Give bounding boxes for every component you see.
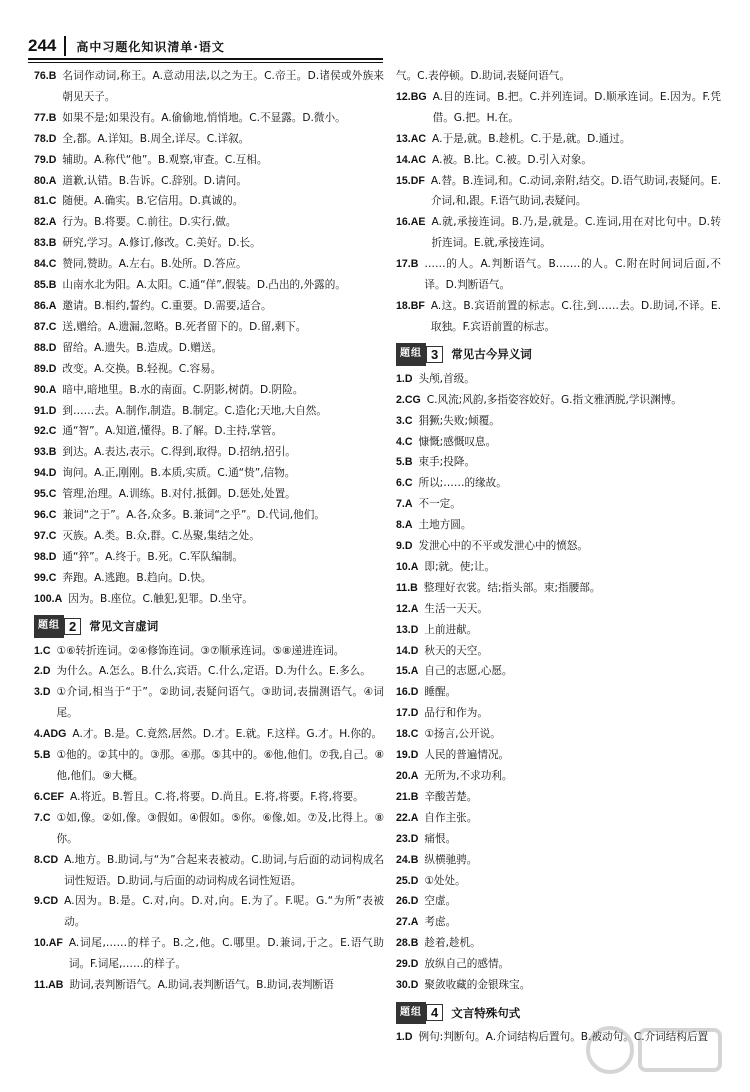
answer-text: 研究,学习。A.修订,修改。C.美好。D.长。 — [62, 237, 261, 250]
answer-text: 即;就。使;让。 — [424, 560, 496, 573]
answer-number: 7.C — [34, 811, 51, 824]
answer-number: 29.D — [396, 958, 419, 971]
section-tag: 题组 — [396, 343, 426, 366]
section-number: 4 — [426, 1004, 443, 1021]
answer-text: 无所为,不求功利。 — [424, 770, 513, 782]
answer-number: 97.C — [34, 529, 57, 542]
answer-number: 80.A — [34, 174, 57, 187]
watermark-logo-icon — [580, 1020, 730, 1080]
answer-text: 辅助。A.称代“他”。B.观察,审查。C.互相。 — [62, 153, 268, 166]
answer-entry — [396, 829, 721, 850]
answer-text: 土地方圆。 — [418, 519, 472, 532]
answer-entry — [34, 150, 384, 171]
answer-text: 辛酸苦楚。 — [424, 790, 478, 803]
answer-number: 91.D — [34, 404, 57, 417]
answer-text: 通“猝”。A.终于。B.死。C.军队编制。 — [62, 550, 243, 563]
answer-list-group3 — [396, 369, 721, 996]
answer-entry — [34, 787, 384, 808]
answer-number: 88.D — [34, 341, 57, 354]
answer-entry — [396, 724, 721, 745]
answer-entry — [396, 766, 721, 787]
answer-text: 人民的普遍情况。 — [424, 749, 510, 762]
answer-text: 考虑。 — [424, 916, 457, 929]
answer-number: 15.A — [396, 665, 419, 678]
answer-entry — [34, 129, 384, 150]
answer-text: 例句:判断句。A.介词结构后置句。B.被动句。C.介词结构后置 — [418, 1030, 709, 1043]
answer-text: A.将近。B.暂且。C.将,将要。D.尚且。E.将,将要。F.将,将要。 — [70, 790, 364, 803]
answer-text: 趁着,趁机。 — [424, 937, 481, 950]
answer-entry — [396, 933, 721, 954]
answer-text: 奔跑。A.逃跑。B.趋向。D.快。 — [62, 571, 212, 584]
answer-text: 聚敛收藏的金银珠宝。 — [424, 979, 531, 992]
answer-number: 100.A — [34, 592, 63, 605]
answer-text: ①扬言,公开说。 — [424, 728, 501, 741]
answer-entry — [34, 641, 384, 662]
answer-number: 27.A — [396, 916, 419, 929]
answer-entry — [34, 589, 384, 610]
answer-text: 不一定。 — [418, 498, 461, 511]
answer-entry — [396, 891, 721, 912]
answer-entry — [396, 975, 721, 996]
answer-number: 76.B — [34, 70, 57, 82]
answer-text: 助词,表判断语气。A.助词,表判断语气。B.助词,表判断语 — [69, 979, 334, 992]
answer-entry — [34, 254, 384, 275]
answer-entry — [396, 473, 721, 494]
answer-entry — [396, 87, 721, 129]
section-title: 常见文言虚词 — [89, 619, 159, 634]
answer-number: 19.D — [396, 749, 419, 762]
answer-entry — [34, 380, 384, 401]
answer-text: 慷慨;感慨叹息。 — [418, 435, 497, 448]
answer-entry — [396, 578, 721, 599]
answer-number: 12.A — [396, 602, 419, 615]
answer-number: 86.A — [34, 299, 57, 312]
answer-text: A.被。B.比。C.被。D.引入对象。 — [432, 153, 592, 166]
section-title: 文言特殊句式 — [451, 1005, 521, 1020]
answer-entry — [34, 745, 384, 787]
answer-number: 15.DF — [396, 174, 425, 187]
left-column — [34, 66, 384, 996]
answer-number: 1.C — [34, 644, 51, 657]
answer-number: 18.C — [396, 728, 419, 741]
answer-text: 整理好衣裳。结;指头部。束;指腰部。 — [423, 581, 601, 594]
answer-entry — [34, 275, 384, 296]
answer-number: 96.C — [34, 509, 57, 522]
answer-text: 留给。A.遗失。B.造成。D.赠送。 — [62, 341, 223, 354]
answer-number: 5.B — [34, 749, 51, 762]
answer-text: 为什么。A.怎么。B.什么,宾语。C.什么,定语。D.为什么。E.多么。 — [56, 665, 371, 678]
answer-text: 山南水北为阳。A.太阳。C.通“佯”,假装。D.凸出的,外露的。 — [62, 279, 346, 292]
answer-number: 20.A — [396, 770, 419, 782]
answer-entry — [396, 871, 721, 892]
answer-number: 11.B — [396, 581, 418, 594]
section-number: 3 — [426, 346, 443, 363]
answer-entry — [34, 359, 384, 380]
answer-number: 24.B — [396, 853, 419, 866]
answer-entry — [34, 421, 384, 442]
answer-text: 因为。B.座位。C.触犯,犯罪。D.坐守。 — [68, 592, 253, 605]
answer-number: 84.C — [34, 258, 57, 271]
answer-entry — [34, 850, 384, 892]
answer-number: 28.B — [396, 937, 419, 950]
answer-entry — [34, 233, 384, 254]
answer-text: 放纵自己的感情。 — [424, 958, 510, 971]
answer-number: 89.D — [34, 362, 57, 375]
answer-text: 改变。A.交换。B.轻视。C.容易。 — [62, 362, 222, 375]
answer-text: ①如,像。②如,像。③假如。④假如。⑤你。⑥像,如。⑦及,比得上。⑧你。 — [56, 811, 384, 845]
answer-entry — [34, 108, 384, 129]
answer-number: 87.C — [34, 320, 57, 333]
answer-entry — [34, 975, 384, 996]
answer-number: 1.D — [396, 372, 413, 385]
answer-text: 狷獗;失败;倾覆。 — [418, 414, 500, 427]
answer-text: 自作主张。 — [424, 811, 478, 824]
answer-text: A.才。B.是。C.竟然,居然。D.才。E.就。F.这样。G.才。H.你的。 — [72, 728, 383, 741]
answer-number: 14.AC — [396, 153, 427, 166]
answer-number: 26.D — [396, 895, 419, 908]
answer-number: 5.B — [396, 456, 413, 469]
answer-text: 发泄心中的不平或发泄心中的愤怒。 — [418, 540, 588, 553]
section-title: 常见古今异义词 — [451, 347, 532, 362]
answer-number: 16.D — [396, 686, 419, 699]
answer-number: 14.D — [396, 644, 419, 657]
answer-entry — [396, 850, 721, 871]
answer-text: A.就,承接连词。B.乃,是,就是。C.连词,用在对比句中。D.转折连词。E.就,承接连词。 — [431, 216, 721, 250]
answer-entry — [34, 682, 384, 724]
answer-text: 兼词“之于”。A.各,众多。B.兼词“之乎”。D.代词,他们。 — [62, 509, 325, 522]
answer-text: 上前进献。 — [424, 623, 478, 636]
answer-text: 随便。A.确实。B.它信用。D.真诚的。 — [62, 195, 244, 208]
answer-entry — [396, 254, 721, 296]
answer-entry — [34, 484, 384, 505]
answer-number: 16.AE — [396, 216, 426, 229]
answer-text: ①⑥转折连词。②④修饰连词。③⑦顺承连词。⑤⑧递进连词。 — [56, 644, 345, 657]
answer-entry — [396, 808, 721, 829]
answer-entry — [34, 526, 384, 547]
answer-entry — [34, 568, 384, 589]
answer-entry — [34, 66, 384, 108]
answer-entry — [396, 661, 721, 682]
answer-number: 83.B — [34, 237, 57, 250]
answer-text: 邀请。B.相约,誓约。C.重要。D.需要,适合。 — [62, 299, 272, 312]
answer-entry — [396, 703, 721, 724]
answer-entry — [34, 212, 384, 233]
answer-number: 1.D — [396, 1030, 413, 1043]
answer-text: A.这。B.宾语前置的标志。C.往,到……去。D.助词,不译。E.取独。F.宾语前置的标志。 — [430, 299, 721, 333]
answer-text: ①他的。②其中的。③那。④那。⑤其中的。⑥他,他们。⑦我,自己。⑧他,他们。⑨大概。 — [56, 749, 384, 782]
answer-text: A.地方。B.助词,与“为”合起来表被动。C.助词,与后面的动词构成名词性短语。D.助词,与后面的动词构成名词性短语。 — [64, 853, 384, 887]
answer-entry — [396, 411, 721, 432]
book-title: 高中习题化知识清单·语文 — [76, 39, 225, 54]
answer-number: 98.D — [34, 550, 57, 563]
answer-list-group1 — [34, 66, 384, 610]
answer-text: 管理,治理。A.训练。B.对付,抵御。D.惩处,处置。 — [62, 488, 296, 501]
answer-number: 18.BF — [396, 299, 425, 312]
answer-entry — [396, 912, 721, 933]
page-header — [28, 34, 225, 58]
answer-number: 11.AB — [34, 979, 64, 992]
answer-number: 13.D — [396, 623, 419, 636]
answer-number: 6.CEF — [34, 790, 65, 803]
answer-entry — [34, 505, 384, 526]
answer-number: 10.AF — [34, 937, 63, 950]
answer-entry — [34, 933, 384, 975]
answer-text: 秋天的天空。 — [424, 644, 488, 657]
answer-entry — [34, 296, 384, 317]
answer-text: 到达。A.表达,表示。C.得到,取得。D.招纳,招引。 — [62, 446, 296, 459]
answer-number: 8.A — [396, 519, 413, 532]
answer-number: 4.C — [396, 435, 413, 448]
answer-text: 生活一天天。 — [424, 602, 488, 615]
answer-text: 名词作动词,称王。A.意动用法,以之为王。C.帝王。D.诸侯或外族来朝见天子。 — [62, 70, 384, 103]
answer-text: 品行和作为。 — [424, 707, 488, 720]
answer-number: 25.D — [396, 874, 419, 887]
answer-text: 自己的志愿,心愿。 — [424, 665, 513, 678]
right-column — [396, 66, 721, 1048]
answer-entry — [396, 954, 721, 975]
answer-text: 如果不是;如果没有。A.偷偷地,悄悄地。C.不显露。D.微小。 — [62, 111, 346, 124]
answer-entry — [396, 390, 721, 411]
answer-text: ……的人。A.判断语气。B.……的人。C.附在时间词后面,不译。D.判断语气。 — [424, 258, 721, 292]
answer-entry — [396, 641, 721, 662]
answer-entry — [396, 494, 721, 515]
answer-number: 9.CD — [34, 895, 59, 908]
answer-entry — [396, 745, 721, 766]
answer-number: 77.B — [34, 111, 57, 124]
answer-entry — [396, 452, 721, 473]
answer-entry — [396, 432, 721, 453]
answer-text: ①处处。 — [424, 874, 466, 887]
header-rule-thin — [28, 62, 383, 63]
section-heading-2 — [34, 617, 384, 637]
answer-entry — [34, 463, 384, 484]
answer-text: 询问。A.正,刚刚。B.本质,实质。C.通“贽”,信物。 — [62, 467, 296, 480]
answer-list-group2-cont — [396, 66, 721, 338]
answer-number: 95.C — [34, 488, 57, 501]
answer-text: 睡醒。 — [424, 686, 457, 699]
answer-number: 2.CG — [396, 393, 421, 406]
answer-entry — [34, 724, 384, 745]
section-tag: 题组 — [34, 615, 64, 638]
answer-number: 92.C — [34, 425, 57, 438]
answer-entry — [396, 620, 721, 641]
answer-text: 灭族。A.类。B.众,群。C.丛聚,集结之处。 — [62, 529, 260, 542]
answer-number: 6.C — [396, 477, 413, 490]
answer-number: 8.CD — [34, 853, 59, 866]
section-heading-3 — [396, 345, 721, 365]
answer-number: 17.B — [396, 258, 419, 271]
answer-text: 通“智”。A.知道,懂得。B.了解。D.主持,掌管。 — [62, 425, 283, 438]
answer-number: 12.BG — [396, 90, 427, 103]
section-tag: 题组 — [396, 1002, 426, 1025]
answer-entry — [34, 891, 384, 933]
answer-number: 99.C — [34, 571, 57, 584]
answer-entry — [34, 547, 384, 568]
answer-entry — [34, 401, 384, 422]
answer-text: 空虚。 — [424, 895, 457, 908]
answer-entry — [34, 442, 384, 463]
answer-number: 23.D — [396, 832, 419, 845]
answer-number: 2.D — [34, 665, 51, 678]
answer-number: 9.D — [396, 540, 413, 553]
header-rule — [28, 58, 383, 60]
answer-number: 10.A — [396, 560, 419, 573]
answer-entry — [396, 66, 721, 87]
answer-list-group2 — [34, 641, 384, 996]
answer-text: A.于是,就。B.趁机。C.于是,就。D.通过。 — [432, 132, 631, 145]
answer-entry — [34, 317, 384, 338]
answer-entry — [396, 557, 721, 578]
page-number: 244 — [28, 36, 66, 56]
answer-number: 94.D — [34, 467, 57, 480]
answer-entry — [396, 787, 721, 808]
answer-text: 暗中,暗地里。B.水的南面。C.阴影,树荫。D.阴险。 — [62, 383, 304, 396]
answer-entry — [396, 171, 721, 213]
answer-text: 行为。B.将要。C.前往。D.实行,做。 — [62, 216, 237, 229]
answer-number: 81.C — [34, 195, 57, 208]
answer-entry — [396, 129, 721, 150]
answer-entry — [34, 661, 384, 682]
answer-text: 全,都。A.详知。B.周全,详尽。C.详叙。 — [62, 132, 250, 145]
answer-number: 90.A — [34, 383, 57, 396]
answer-text: A.目的连词。B.把。C.并列连词。D.顺承连词。E.因为。F.凭借。G.把。H.在。 — [432, 90, 721, 124]
answer-number: 82.A — [34, 216, 57, 229]
answer-text: 痛恨。 — [424, 832, 457, 845]
section-number: 2 — [64, 618, 81, 635]
answer-text: ①介词,相当于“于”。②助词,表疑问语气。③助词,表揣测语气。④词尾。 — [56, 686, 384, 720]
answer-entry — [396, 515, 721, 536]
answer-number: 78.D — [34, 132, 57, 145]
answer-number: 79.D — [34, 153, 57, 166]
answer-entry — [396, 599, 721, 620]
answer-text: 赞同,赞助。A.左右。B.处所。D.答应。 — [62, 258, 247, 271]
answer-number: 3.D — [34, 686, 51, 699]
answer-text: 送,赠给。A.遗漏,忽略。B.死者留下的。D.留,剩下。 — [62, 320, 307, 333]
answer-number: 13.AC — [396, 132, 427, 145]
answer-text: A.因为。B.是。C.对,向。D.对,向。E.为了。F.呢。G.“为所”表被动。 — [64, 895, 384, 929]
answer-number: 22.A — [396, 811, 419, 824]
answer-text: 头颅,首级。 — [418, 372, 475, 385]
answer-text: 气。C.表停顿。D.助词,表疑问语气。 — [396, 70, 570, 82]
answer-number: 30.D — [396, 979, 419, 992]
answer-text: 所以;……的缘故。 — [418, 477, 507, 490]
answer-number: 3.C — [396, 414, 413, 427]
answer-text: 纵横驰骋。 — [424, 853, 478, 866]
answer-number: 21.B — [396, 790, 419, 803]
answer-entry — [34, 191, 384, 212]
answer-text: A.词尾,……的样子。B.之,他。C.哪里。D.兼词,于之。E.语气助词。F.词尾,……的样子。 — [68, 937, 384, 971]
answer-text: 束手;投降。 — [418, 456, 476, 469]
answer-number: 93.B — [34, 446, 57, 459]
answer-entry — [34, 338, 384, 359]
answer-text: 道歉,认错。B.告诉。C.辞别。D.请问。 — [62, 174, 247, 187]
answer-number: 7.A — [396, 498, 413, 511]
answer-entry — [396, 369, 721, 390]
answer-number: 85.B — [34, 279, 57, 292]
answer-entry — [396, 682, 721, 703]
answer-entry — [34, 808, 384, 850]
answer-text: C.风流;风韵,多指姿容姣好。G.指文雅洒脱,学识渊博。 — [426, 393, 682, 406]
answer-number: 17.D — [396, 707, 419, 720]
answer-entry — [34, 171, 384, 192]
answer-text: 到……去。A.制作,制造。B.制定。C.造化;天地,大自然。 — [62, 404, 327, 417]
answer-entry — [396, 212, 721, 254]
answer-text: A.替。B.连词,和。C.动词,亲附,结交。D.语气助词,表疑问。E.介词,和,跟。F.语气助词,表疑问。 — [430, 174, 721, 208]
answer-number: 4.ADG — [34, 728, 67, 741]
answer-entry — [396, 536, 721, 557]
answer-entry — [396, 150, 721, 171]
answer-entry — [396, 296, 721, 338]
